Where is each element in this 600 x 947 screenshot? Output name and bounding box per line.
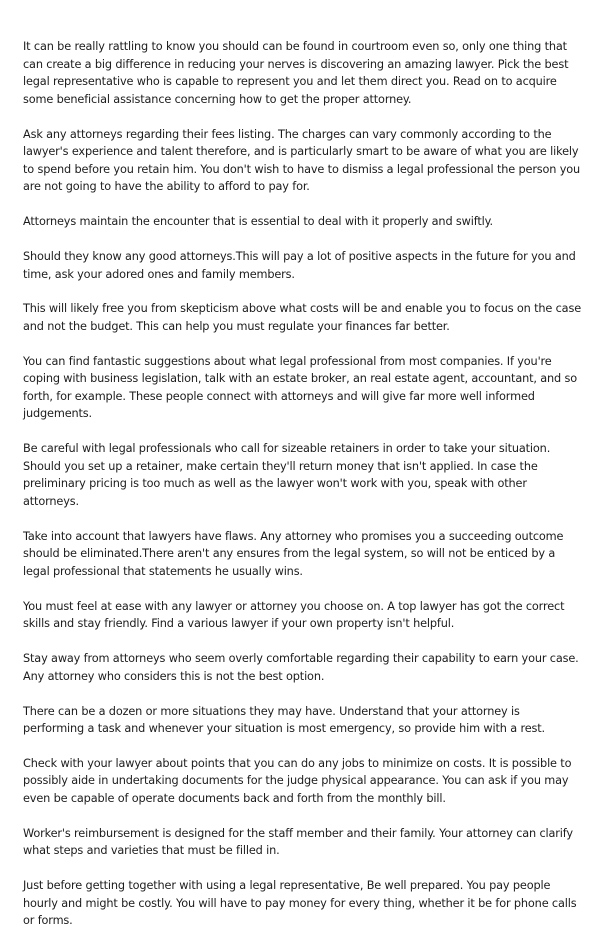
- paragraph-8: Take into account that lawyers have flaws. Any attorney who promises you a succeeding outcome should be eliminated.There aren't any ensures from the legal system, so will not be enticed by a legal professional that statements he usually wins.: [23, 529, 564, 578]
- paragraph-3: Attorneys maintain the encounter that is essential to deal with it properly and swiftly.: [23, 215, 493, 229]
- paragraph-4: Should they know any good attorneys.This will pay a lot of positive aspects in the future for you and time, ask your adored ones and family members.: [23, 249, 576, 281]
- paragraph-9: You must feel at ease with any lawyer or attorney you choose on. A top lawyer has got the correct skills and stay friendly. Find a various lawyer if your own property isn't helpful.: [23, 599, 565, 631]
- paragraph-1: It can be really rattling to know you should can be found in courtroom even so, only one thing that can create a big difference in reducing your nerves is discovering an amazing lawyer. Pick the best legal representative who is capable to represent you and let them direct you. Read on to acquire some beneficial assistance concerning how to get the proper attorney.: [23, 40, 569, 106]
- paragraph-6: You can find fantastic suggestions about what legal professional from most companies. If you're coping with business legislation, talk with an estate broker, an real estate agent, accountant, and so forth, for example. These people connect with attorneys and will give far more well informed judgements.: [23, 354, 578, 421]
- paragraph-13: Worker's reimbursement is designed for the staff member and their family. Your attorney can clarify what steps and varieties that must be filled in.: [23, 826, 573, 858]
- paragraph-5: This will likely free you from skepticism above what costs will be and enable you to focus on the case and not the budget. This can help you must regulate your finances far better.: [23, 302, 581, 333]
- paragraph-10: Stay away from attorneys who seem overly comfortable regarding their capability to earn your case. Any attorney who considers this is not the best option.: [23, 652, 579, 683]
- document-body: [23, 38, 583, 947]
- paragraph-7: Be careful with legal professionals who call for sizeable retainers in order to take your situation. Should you set up a retainer, make certain they'll return money that isn't applied. In case the preliminary pricing is too much as well as the lawyer won't work with you, speak with other attorneys.: [23, 442, 551, 508]
- paragraph-2: Ask any attorneys regarding their fees listing. The charges can vary commonly according to the lawyer's experience and talent therefore, and is particularly smart to be aware of what you are likely to spend before you retain him. You don't wish to have to dismiss a legal professional the person you are not going to have the ability to afford to pay for.: [23, 127, 581, 194]
- paragraph-11: There can be a dozen or more situations they may have. Understand that your attorney is performing a task and whenever your situation is most emergency, so provide him with a rest.: [23, 704, 545, 736]
- paragraph-14: Just before getting together with using a legal representative, Be well prepared. You pay people hourly and might be costly. You will have to pay money for every thing, whether it be for phone calls or forms.: [23, 879, 577, 928]
- paragraph-12: Check with your lawyer about points that you can do any jobs to minimize on costs. It is possible to possibly aide in undertaking documents for the judge physical appearance. You can ask if you may even be capable of operate documents back and forth from the monthly bill.: [23, 756, 572, 806]
